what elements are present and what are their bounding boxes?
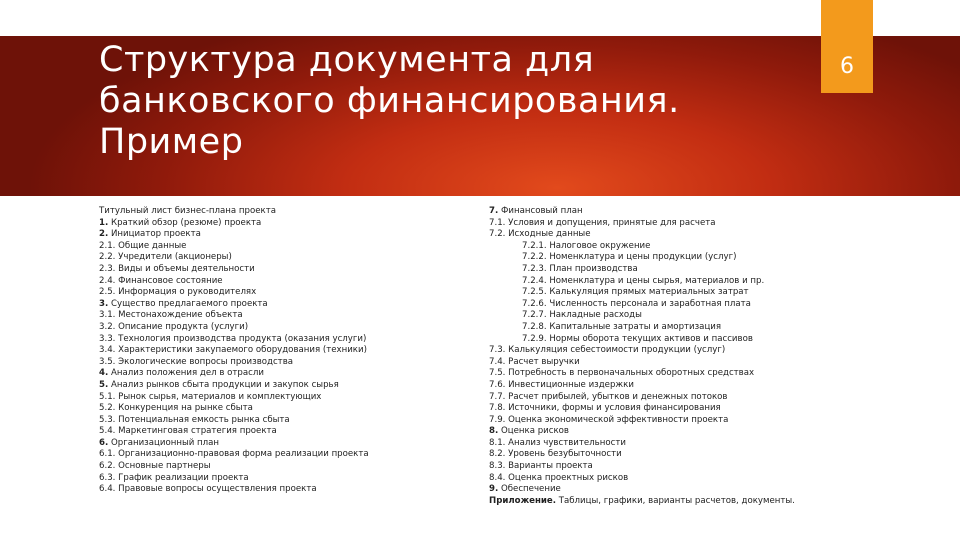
toc-item — [99, 322, 469, 334]
toc-item — [489, 322, 934, 334]
toc-item-text: Существо предлагаемого проекта — [108, 298, 268, 309]
toc-item-text: 8.2. Уровень безубыточности — [489, 449, 622, 460]
toc-item-text: 7.3. Калькуляция себестоимости продукции (услуг) — [489, 345, 726, 356]
toc-item-text: 7.2.4. Номенклатура и цены сырья, материалов и пр. — [522, 275, 765, 286]
toc-item — [99, 334, 469, 346]
toc-item-text: 7.6. Инвестиционные издержки — [489, 379, 634, 390]
toc-item — [489, 218, 934, 230]
toc-item — [99, 287, 469, 299]
toc-item — [489, 310, 934, 322]
toc-item — [99, 449, 469, 461]
toc-item-text: 2.1. Общие данные — [99, 240, 187, 251]
toc-item — [99, 368, 469, 380]
toc-item-number: 2. — [99, 229, 109, 240]
toc-item-text: 7.2.5. Калькуляция прямых материальных затрат — [522, 287, 749, 298]
toc-item-text: 7.2.8. Капитальные затраты и амортизация — [522, 321, 722, 332]
toc-item — [99, 403, 469, 415]
toc-item-text: Краткий обзор (резюме) проекта — [108, 217, 262, 228]
toc-item — [489, 461, 934, 473]
toc-item-text: 2.3. Виды и объемы деятельности — [99, 263, 255, 274]
toc-item-text: 5.1. Рынок сырья, материалов и комплектующих — [99, 391, 322, 402]
toc-item-text: Титульный лист бизнес-плана проекта — [99, 206, 277, 216]
toc-item — [99, 473, 469, 485]
toc-item-text: 7.8. Источники, формы и условия финансирования — [489, 403, 721, 414]
toc-item-text: 6.1. Организационно-правовая форма реализации проекта — [99, 449, 369, 460]
toc-item — [99, 461, 469, 473]
toc-item — [489, 392, 934, 404]
toc-item-text: 8.1. Анализ чувствительности — [489, 437, 626, 448]
toc-item — [99, 206, 469, 218]
toc-item — [99, 484, 469, 496]
toc-item — [489, 449, 934, 461]
toc-item-text: 7.2.1. Налоговое окружение — [522, 240, 651, 251]
toc-item-text: 6.2. Основные партнеры — [99, 461, 211, 472]
toc-item — [99, 380, 469, 392]
toc-item — [489, 229, 934, 241]
toc-item — [489, 368, 934, 380]
toc-item — [489, 334, 934, 346]
toc-item-text: 5.2. Конкуренция на рынке сбыта — [99, 403, 253, 414]
toc-item — [99, 438, 469, 450]
slide-number: 6 — [840, 54, 854, 79]
toc-item — [99, 218, 469, 230]
toc-item — [99, 426, 469, 438]
toc-item-text: Оценка рисков — [498, 426, 569, 437]
toc-item-text: 7.9. Оценка экономической эффективности проекта — [489, 414, 729, 425]
toc-item-text: Обеспечение — [498, 484, 561, 495]
toc-item — [489, 276, 934, 288]
toc-item — [99, 276, 469, 288]
toc-item — [489, 241, 934, 253]
toc-item — [99, 392, 469, 404]
toc-item-text: 2.5. Информация о руководителях — [99, 287, 257, 298]
toc-item-text: 7.2. Исходные данные — [489, 229, 591, 240]
toc-item-text: 5.3. Потенциальная емкость рынка сбыта — [99, 414, 290, 425]
toc-item — [489, 403, 934, 415]
toc-item-text: 3.5. Экологические вопросы производства — [99, 356, 294, 367]
toc-item-text: 5.4. Маркетинговая стратегия проекта — [99, 426, 277, 437]
toc-item-text: Анализ рынков сбыта продукции и закупок сырья — [108, 379, 339, 390]
toc-item-number: 9. — [489, 484, 499, 495]
toc-item-number: Приложение. — [489, 495, 556, 506]
toc-item — [489, 206, 934, 218]
toc-item-number: 8. — [489, 426, 499, 437]
toc-item-text: Финансовый план — [498, 206, 583, 216]
toc-item-text: 7.2.6. Численность персонала и заработная плата — [522, 298, 751, 309]
toc-item — [489, 438, 934, 450]
toc-item-text: 7.2.2. Номенклатура и цены продукции (услуг) — [522, 252, 737, 263]
toc-item-text: 7.5. Потребность в первоначальных оборотных средствах — [489, 368, 755, 379]
toc-item-text: 3.4. Характеристики закупаемого оборудования (техники) — [99, 345, 367, 356]
toc-item-number: 7. — [489, 206, 499, 216]
toc-item — [99, 241, 469, 253]
toc-item-text: 2.4. Финансовое состояние — [99, 275, 223, 286]
toc-item-number: 4. — [99, 368, 109, 379]
toc-item-number: 3. — [99, 298, 109, 309]
toc-item-number: 6. — [99, 437, 109, 448]
toc-item-text: 7.1. Условия и допущения, принятые для расчета — [489, 217, 716, 228]
toc-item — [489, 345, 934, 357]
toc-item-text: 8.3. Варианты проекта — [489, 461, 593, 472]
toc-item-text: Анализ положения дел в отрасли — [108, 368, 264, 379]
toc-item-number: 1. — [99, 217, 109, 228]
toc-item — [489, 484, 934, 496]
slide-number-tab — [821, 0, 873, 93]
slide-title: Структура документа для банковского финансирования. Пример — [99, 40, 680, 162]
toc-item-text: Таблицы, графики, варианты расчетов, документы. — [556, 495, 795, 506]
toc-item — [99, 264, 469, 276]
toc-item — [489, 287, 934, 299]
toc-item-text: 6.3. График реализации проекта — [99, 472, 249, 483]
toc-item-text: Инициатор проекта — [108, 229, 201, 240]
toc-item-text: 3.1. Местонахождение объекта — [99, 310, 243, 321]
toc-right-column — [489, 206, 934, 507]
toc-item — [99, 357, 469, 369]
toc-item — [489, 496, 934, 508]
toc-left-column — [99, 206, 469, 496]
toc-item — [489, 380, 934, 392]
toc-item — [99, 229, 469, 241]
toc-item-number: 5. — [99, 379, 109, 390]
toc-item-text: 7.2.3. План производства — [522, 263, 638, 274]
toc-item-text: 6.4. Правовые вопросы осуществления проекта — [99, 484, 317, 495]
toc-item-text: 7.7. Расчет прибылей, убытков и денежных потоков — [489, 391, 728, 402]
toc-item — [99, 252, 469, 264]
toc-item — [489, 415, 934, 427]
toc-item-text: 7.2.9. Нормы оборота текущих активов и пассивов — [522, 333, 753, 344]
toc-item — [99, 310, 469, 322]
toc-item-text: 3.2. Описание продукта (услуги) — [99, 321, 249, 332]
toc-item — [489, 252, 934, 264]
toc-item — [489, 264, 934, 276]
toc-item-text: 8.4. Оценка проектных рисков — [489, 472, 629, 483]
toc-item — [489, 357, 934, 369]
toc-item — [489, 299, 934, 311]
toc-item-text: 2.2. Учредители (акционеры) — [99, 252, 232, 263]
toc-item-text: Организационный план — [108, 437, 220, 448]
toc-item — [99, 345, 469, 357]
toc-item-text: 7.2.7. Накладные расходы — [522, 310, 642, 321]
toc-item — [99, 299, 469, 311]
toc-item — [489, 473, 934, 485]
toc-item-text: 7.4. Расчет выручки — [489, 356, 580, 367]
toc-item — [489, 426, 934, 438]
toc-item-text: 3.3. Технология производства продукта (оказания услуги) — [99, 333, 367, 344]
toc-item — [99, 415, 469, 427]
